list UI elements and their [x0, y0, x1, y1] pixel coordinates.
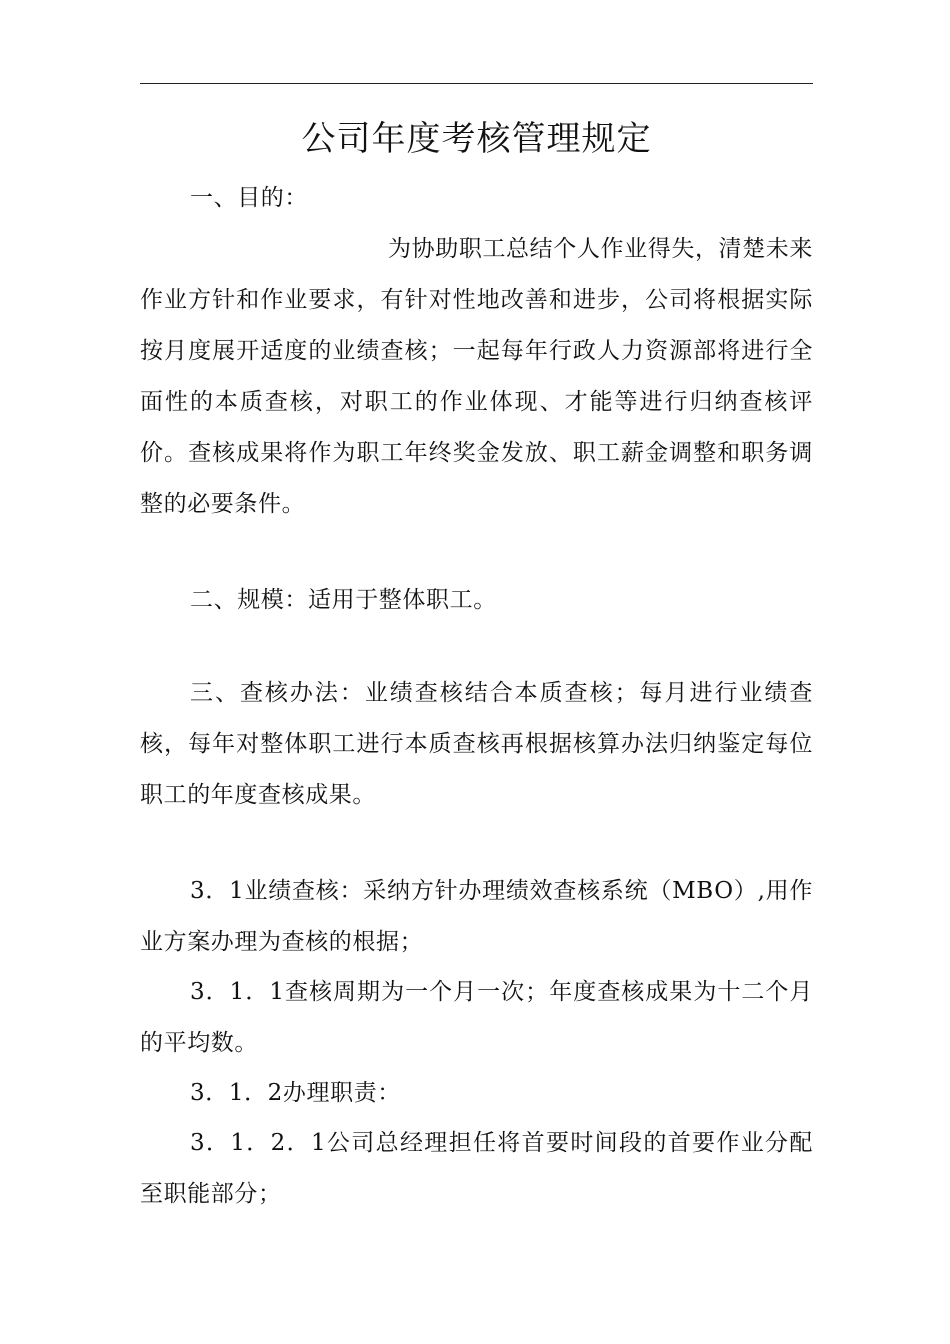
section-purpose-heading: 一、目的：	[190, 185, 308, 211]
clause-3-1-2-1: 3．1．2．1公司总经理担任将首要时间段的首要作业分配至职能部分；	[140, 1130, 813, 1207]
purpose-paragraph: 为协助职工总结个人作业得失，清楚未来作业方针和作业要求，有针对性地改善和进步，公司将根据实际按月度展开适度的业绩查核；一起每年行政人力资源部将进行全面性的本质查核，对职工的作业体现、才能等进行归纳查核评价。查核成果将作为职工年终奖金发放、职工薪金调整和职务调整的必要条件。	[140, 236, 813, 517]
clause-3-1: 3．1业绩查核：采纳方针办理绩效查核系统（MBO）,用作业方案办理为查核的根据；	[140, 878, 813, 955]
header-rule	[140, 83, 813, 84]
section-scope: 二、规模：适用于整体职工。	[190, 587, 497, 613]
document-title: 公司年度考核管理规定	[301, 119, 652, 159]
section-method: 三、查核办法：业绩查核结合本质查核；每月进行业绩查核，每年对整体职工进行本质查核再根据核算办法归纳鉴定每位职工的年度查核成果。	[140, 680, 813, 808]
clause-3-1-1: 3．1．1查核周期为一个月一次；年度查核成果为十二个月的平均数。	[140, 979, 813, 1056]
clause-3-1-2: 3．1．2办理职责：	[190, 1080, 401, 1106]
